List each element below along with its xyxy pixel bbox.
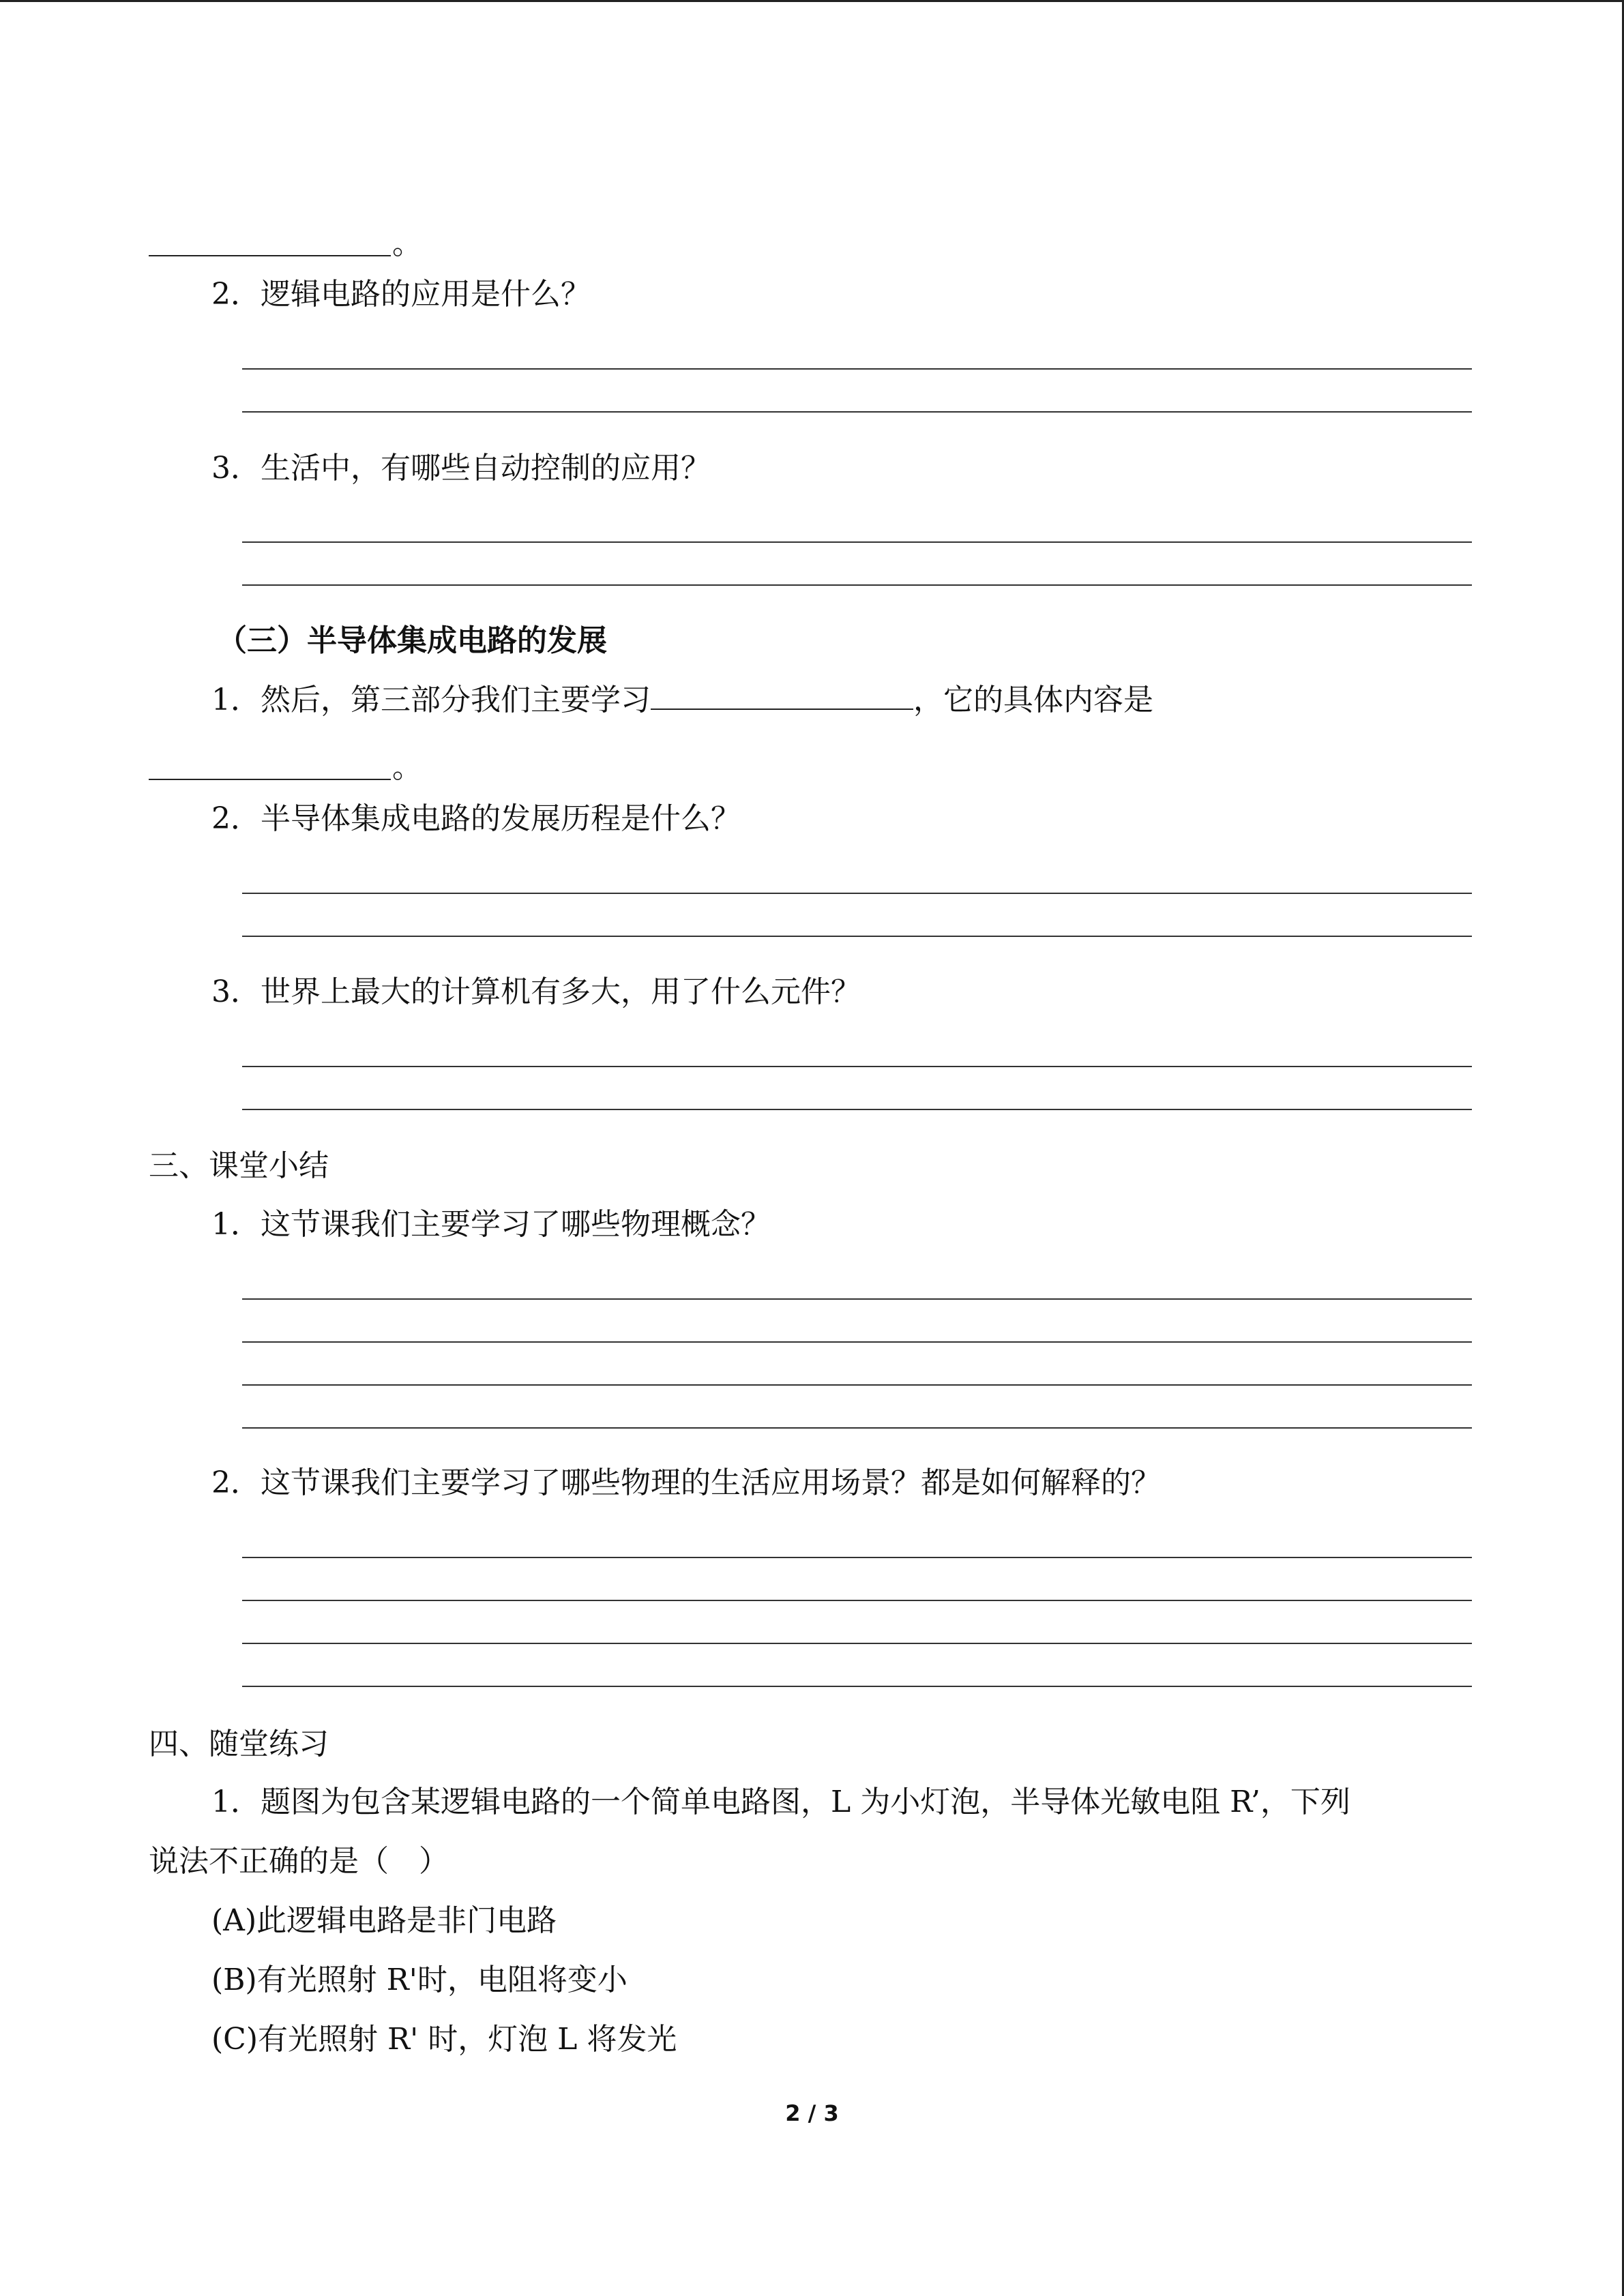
- page-number: 2 / 3: [785, 2100, 839, 2126]
- section-title-summary: 三、课堂小结: [149, 1148, 329, 1183]
- question-3-3: 3．世界上最大的计算机有多大，用了什么元件？: [211, 974, 861, 1009]
- answer-line[interactable]: [242, 1066, 1472, 1067]
- answer-line[interactable]: [242, 1341, 1472, 1343]
- question-2-3: 3．生活中，有哪些自动控制的应用？: [211, 451, 711, 486]
- option-c: (C)有光照射 R' 时，灯泡 L 将发光: [211, 2022, 677, 2057]
- summary-question-1: 1．这节课我们主要学习了哪些物理概念？: [211, 1207, 771, 1242]
- practice-question-1-line-2: 说法不正确的是（ ）: [149, 1844, 449, 1879]
- sentence-end: 。: [392, 226, 422, 261]
- practice-question-1-line-1: 1．题图为包含某逻辑电路的一个简单电路图，L 为小灯泡，半导体光敏电阻 R’，下列: [211, 1785, 1350, 1819]
- question-3-2: 2．半导体集成电路的发展历程是什么？: [211, 801, 741, 836]
- page-top-border: [0, 0, 1624, 2]
- answer-line[interactable]: [242, 584, 1472, 586]
- section-title-practice: 四、随堂练习: [149, 1727, 329, 1761]
- answer-line[interactable]: [242, 541, 1472, 543]
- question-2-2: 2．逻辑电路的应用是什么？: [211, 277, 591, 312]
- section-title-semiconductor: （三）半导体集成电路的发展: [217, 623, 607, 658]
- answer-line[interactable]: [242, 1600, 1472, 1601]
- answer-line[interactable]: [242, 1686, 1472, 1687]
- fill-blank[interactable]: [651, 681, 913, 710]
- answer-line[interactable]: [242, 1643, 1472, 1644]
- answer-line[interactable]: [242, 1298, 1472, 1300]
- answer-line[interactable]: [242, 893, 1472, 894]
- fill-blank[interactable]: [149, 779, 391, 780]
- option-a: (A)此逻辑电路是非门电路: [211, 1903, 557, 1938]
- answer-line[interactable]: [242, 368, 1472, 370]
- answer-line[interactable]: [242, 1384, 1472, 1386]
- answer-line[interactable]: [242, 1109, 1472, 1110]
- question-3-1-text-a: 1．然后，第三部分我们主要学习: [211, 683, 651, 717]
- answer-line[interactable]: [242, 411, 1472, 413]
- question-3-1-text-b: ，它的具体内容是: [913, 683, 1153, 717]
- fill-blank[interactable]: [149, 255, 391, 256]
- answer-line[interactable]: [242, 936, 1472, 937]
- option-b: (B)有光照射 R'时，电阻将变小: [211, 1963, 628, 1997]
- summary-question-2: 2．这节课我们主要学习了哪些物理的生活应用场景？都是如何解释的？: [211, 1465, 1161, 1500]
- answer-line[interactable]: [242, 1557, 1472, 1558]
- answer-line[interactable]: [242, 1427, 1472, 1429]
- sentence-end: 。: [392, 750, 422, 785]
- question-3-1: [211, 680, 1153, 721]
